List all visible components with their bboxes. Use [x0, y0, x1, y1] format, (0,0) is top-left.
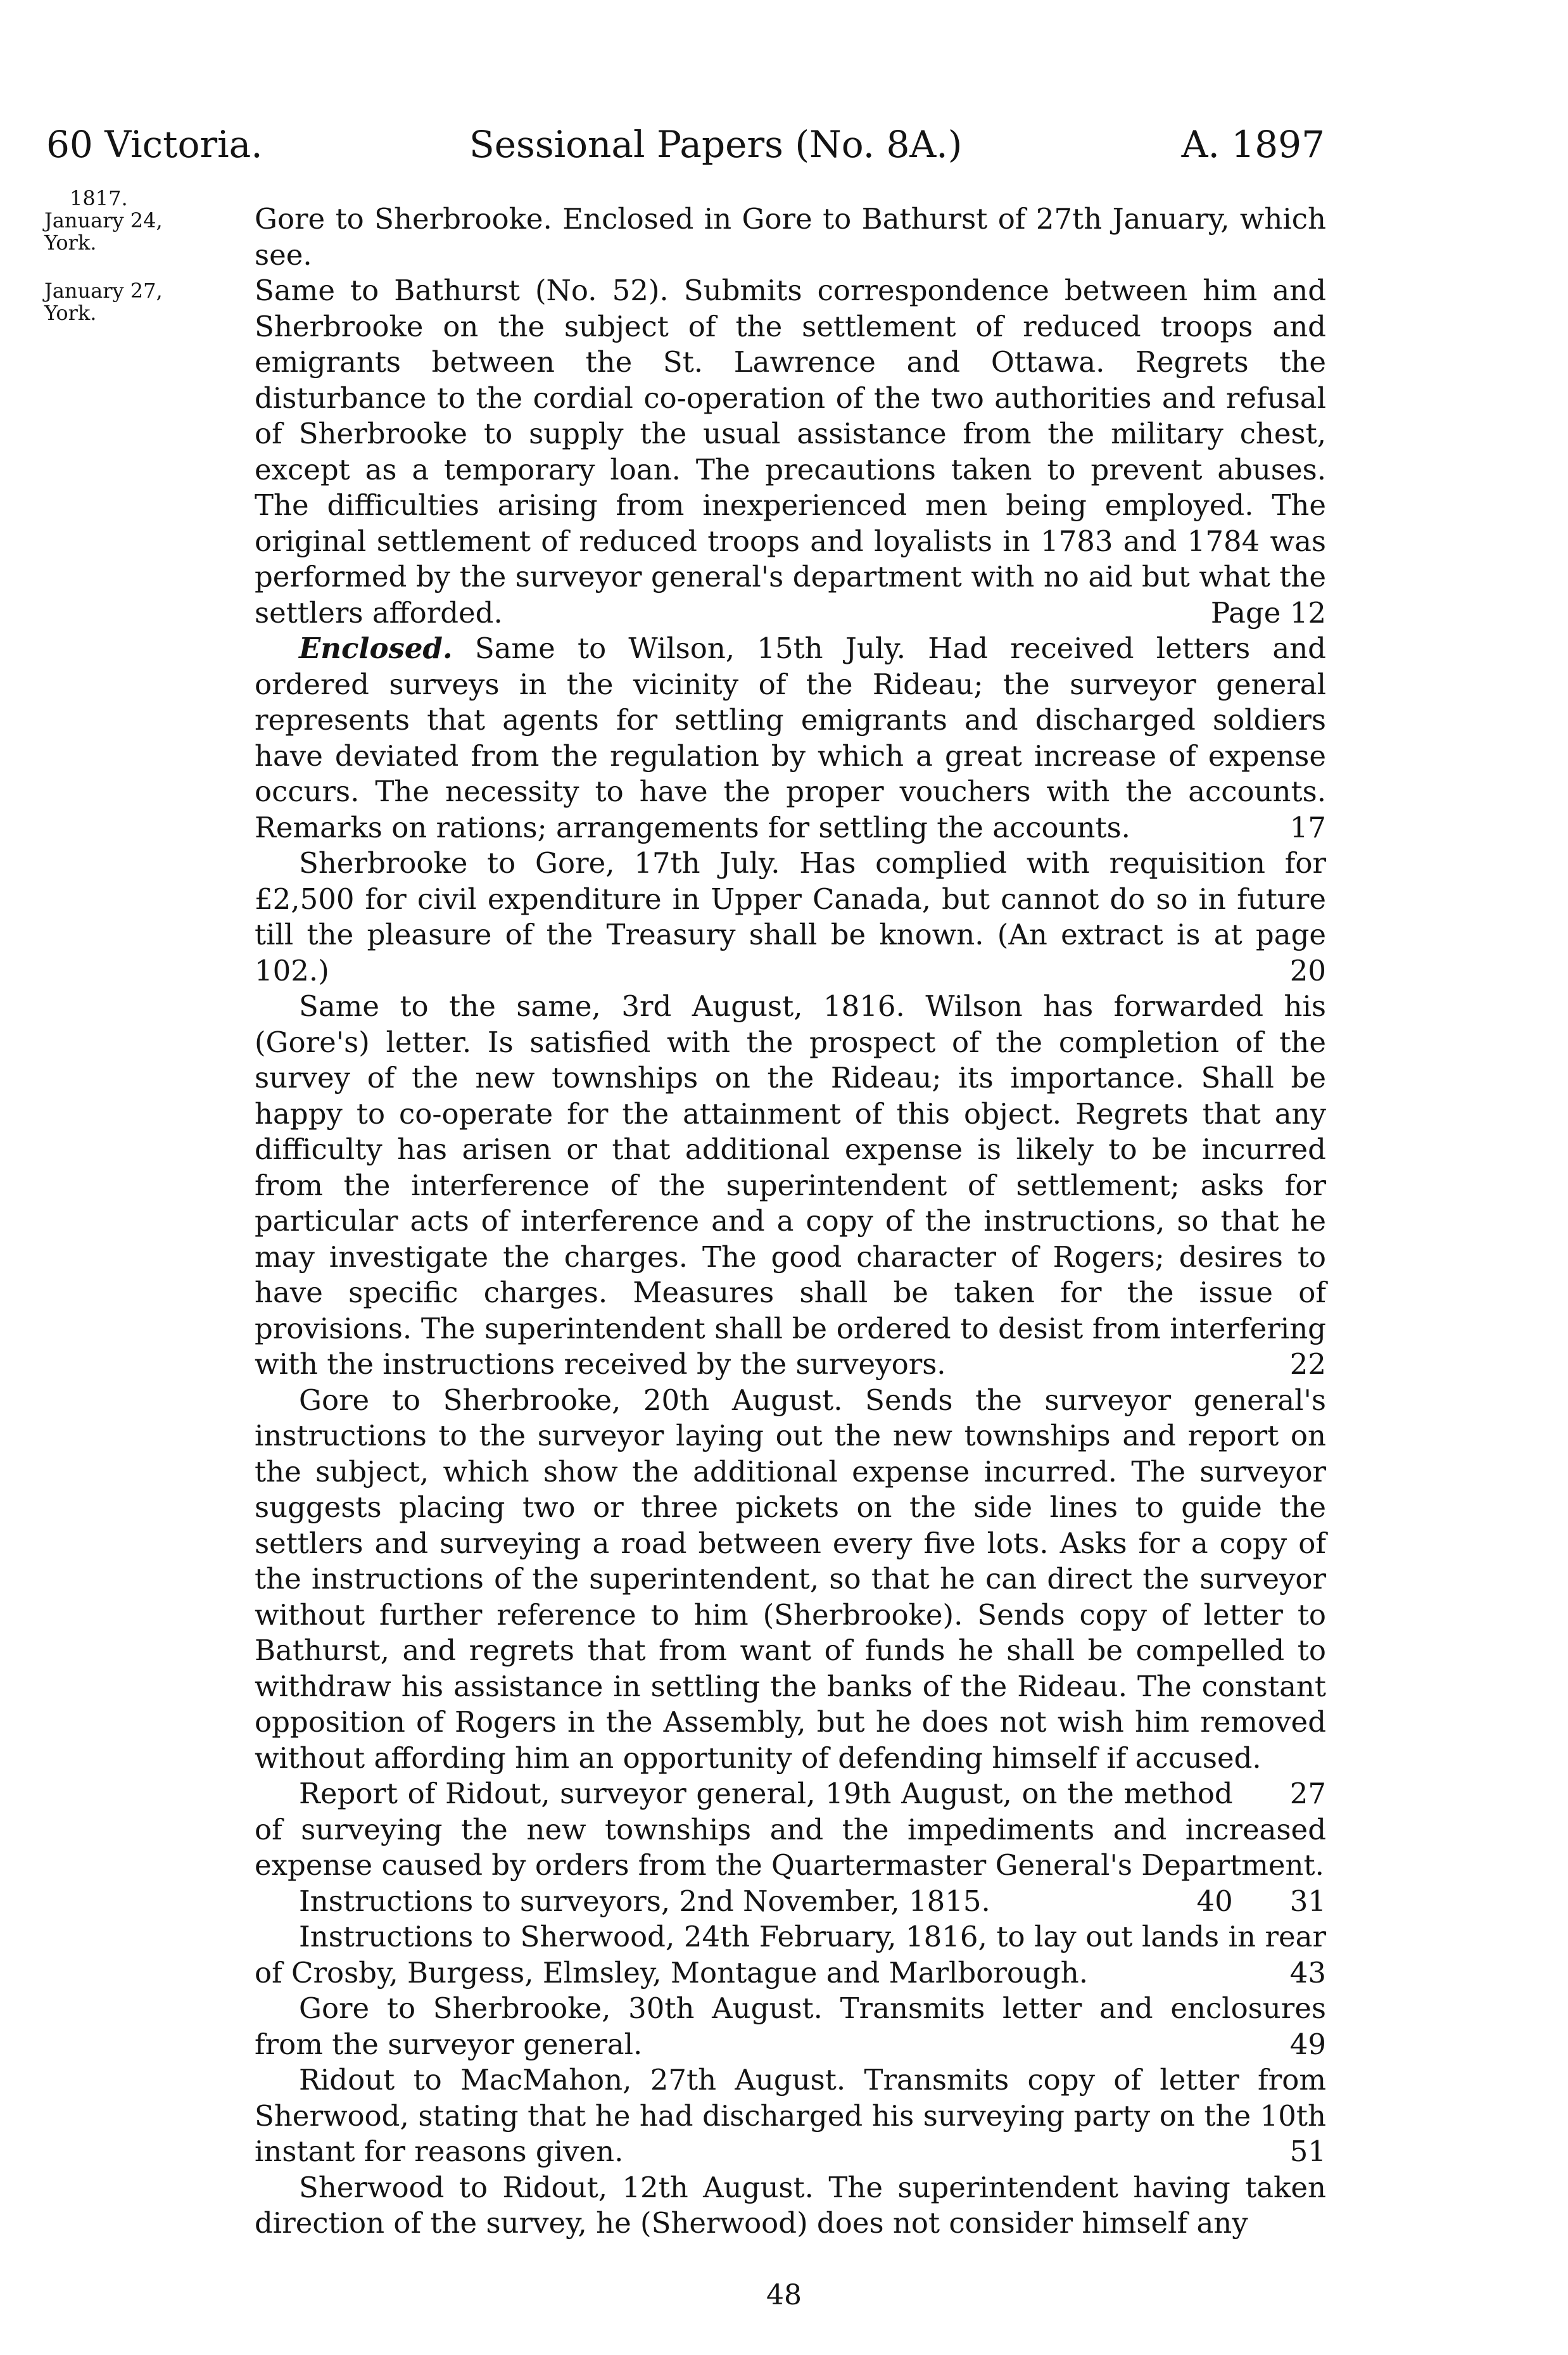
- margin-note: [44, 187, 234, 255]
- entry: [255, 1919, 1326, 1991]
- entry-text: Gore to Sherbrooke, 30th August. Transmits letter and enclosures from the surveyor general.: [255, 1991, 1326, 2061]
- margin-note-place: York.: [44, 300, 97, 325]
- entry: [255, 2170, 1326, 2242]
- margin-note-year: 1817.: [70, 186, 128, 210]
- entry: [255, 846, 1326, 989]
- entry-text: Sherwood to Ridout, 12th August. The superintendent having taken direction of the survey, he (Sherwood) does not consider himself any: [255, 2170, 1326, 2240]
- entry: [255, 1383, 1326, 1810]
- entry: [255, 1884, 1326, 1920]
- entry: [255, 2062, 1326, 2170]
- entry-text: Gore to Sherbrooke, 20th August. Sends the surveyor general's instructions to the surveyor laying out the new townships and report on the subject, which show the additional expense incurred. The surveyor suggests placing two or three pickets on the side lines to guide the settlers and surveying a road between every five lots. Asks for a copy of the instructions of the superintendent, so that he can direct the surveyor without further reference to him (Sherbrooke). Sends copy of letter to Bathurst, and regrets that from want of funds he shall be compelled to withdraw his assistance in settling the banks of the Rideau. The constant opposition of Rogers in the Assembly, but he does not wish him removed without affording him an opportunity of defending himself if accused.: [255, 1383, 1326, 1775]
- entry: [255, 273, 1326, 631]
- page-reference: Page 12: [1210, 595, 1326, 630]
- page-reference: 40: [1196, 1884, 1233, 1918]
- entry-text: Gore to Sherbrooke. Enclosed in Gore to Bathurst of 27th January, which see.: [255, 202, 1326, 272]
- margin-notes: [44, 187, 234, 350]
- page-reference: 27: [1289, 1777, 1326, 1810]
- entry-text: Instructions to surveyors, 2nd November, 1815.: [299, 1884, 990, 1918]
- entry-text: Ridout to MacMahon, 27th August. Transmits copy of letter from Sherwood, stating that he had discharged his surveying party on the 10th instant for reasons given.: [255, 2063, 1326, 2168]
- margin-note-date: January 27,: [44, 278, 163, 303]
- entry: [255, 989, 1326, 1383]
- enclosed-label: Enclosed.: [299, 632, 453, 665]
- margin-note-place: York.: [44, 231, 97, 255]
- header-left: 60 Victoria.: [46, 123, 263, 166]
- entry: [255, 201, 1326, 273]
- calendar-entries: [255, 201, 1326, 2242]
- entry: [255, 1991, 1326, 2062]
- header-title: Sessional Papers (No. 8A.): [469, 123, 963, 166]
- page-header: [46, 123, 1325, 174]
- page-reference: 17: [1289, 810, 1326, 844]
- entry-text: Instructions to Sherwood, 24th February, 1816, to lay out lands in rear of Crosby, Burgess, Elmsley, Montague and Marlborough.: [255, 1920, 1326, 1990]
- entry-text: Same to Bathurst (No. 52). Submits correspondence between him and Sherbrooke on the subject of the settlement of reduced troops and emigrants between the St. Lawrence and Ottawa. Regrets the disturbance to the cordial co-operation of the two authorities and refusal of Sherbrooke to supply the usual assistance from the military chest, except as a temporary loan. The precautions taken to prevent abuses. The difficulties arising from inexperienced men being employed. The original settlement of reduced troops and loyalists in 1783 and 1784 was performed by the surveyor general's department with no aid but what the settlers afforded.: [255, 274, 1326, 630]
- page-reference: 43: [1289, 1955, 1326, 1990]
- page-reference: 51: [1289, 2135, 1326, 2168]
- margin-note-date: January 24,: [44, 208, 163, 233]
- entry-text: Same to Wilson, 15th July. Had received letters and ordered surveys in the vicinity of the Rideau; the surveyor general represents that agents for settling emigrants and discharged soldiers have deviated from the regulation by which a great increase of expense occurs. The necessity to have the proper vouchers with the accounts. Remarks on rations; arrangements for settling the accounts.: [255, 632, 1326, 844]
- entry-text: Same to the same, 3rd August, 1816. Wilson has forwarded his (Gore's) letter. Is satisfied with the prospect of the completion of the survey of the new townships on the Rideau; its importance. Shall be happy to co-operate for the attainment of this object. Regrets that any difficulty has arisen or that additional expense is likely to be incurred from the interference of the superintendent of settlement; asks for particular acts of interference and a copy of the instructions, so that he may investigate the charges. The good character of Rogers; desires to have specific charges. Measures shall be taken for the issue of provisions. The superintendent shall be ordered to desist from interfering with the instructions received by the surveyors.: [255, 989, 1326, 1381]
- page-reference: 49: [1289, 2027, 1326, 2061]
- entry-text: Report of Ridout, surveyor general, 19th August, on the method of surveying the new townships and the impediments and increased expense caused by orders from the Quartermaster General's Department.: [255, 1777, 1326, 1882]
- entry-text: Sherbrooke to Gore, 17th July. Has complied with requisition for £2,500 for civil expenditure in Upper Canada, but cannot do so in future till the pleasure of the Treasury shall be known. (An extract is at page 102.): [255, 846, 1326, 987]
- margin-note: [44, 280, 234, 324]
- page-number: 48: [766, 2279, 802, 2311]
- page-reference: 22: [1289, 1347, 1326, 1381]
- page-reference: 20: [1289, 953, 1326, 987]
- page-reference: 31: [1289, 1884, 1326, 1918]
- entry: [255, 631, 1326, 846]
- header-right: A. 1897: [1181, 123, 1325, 166]
